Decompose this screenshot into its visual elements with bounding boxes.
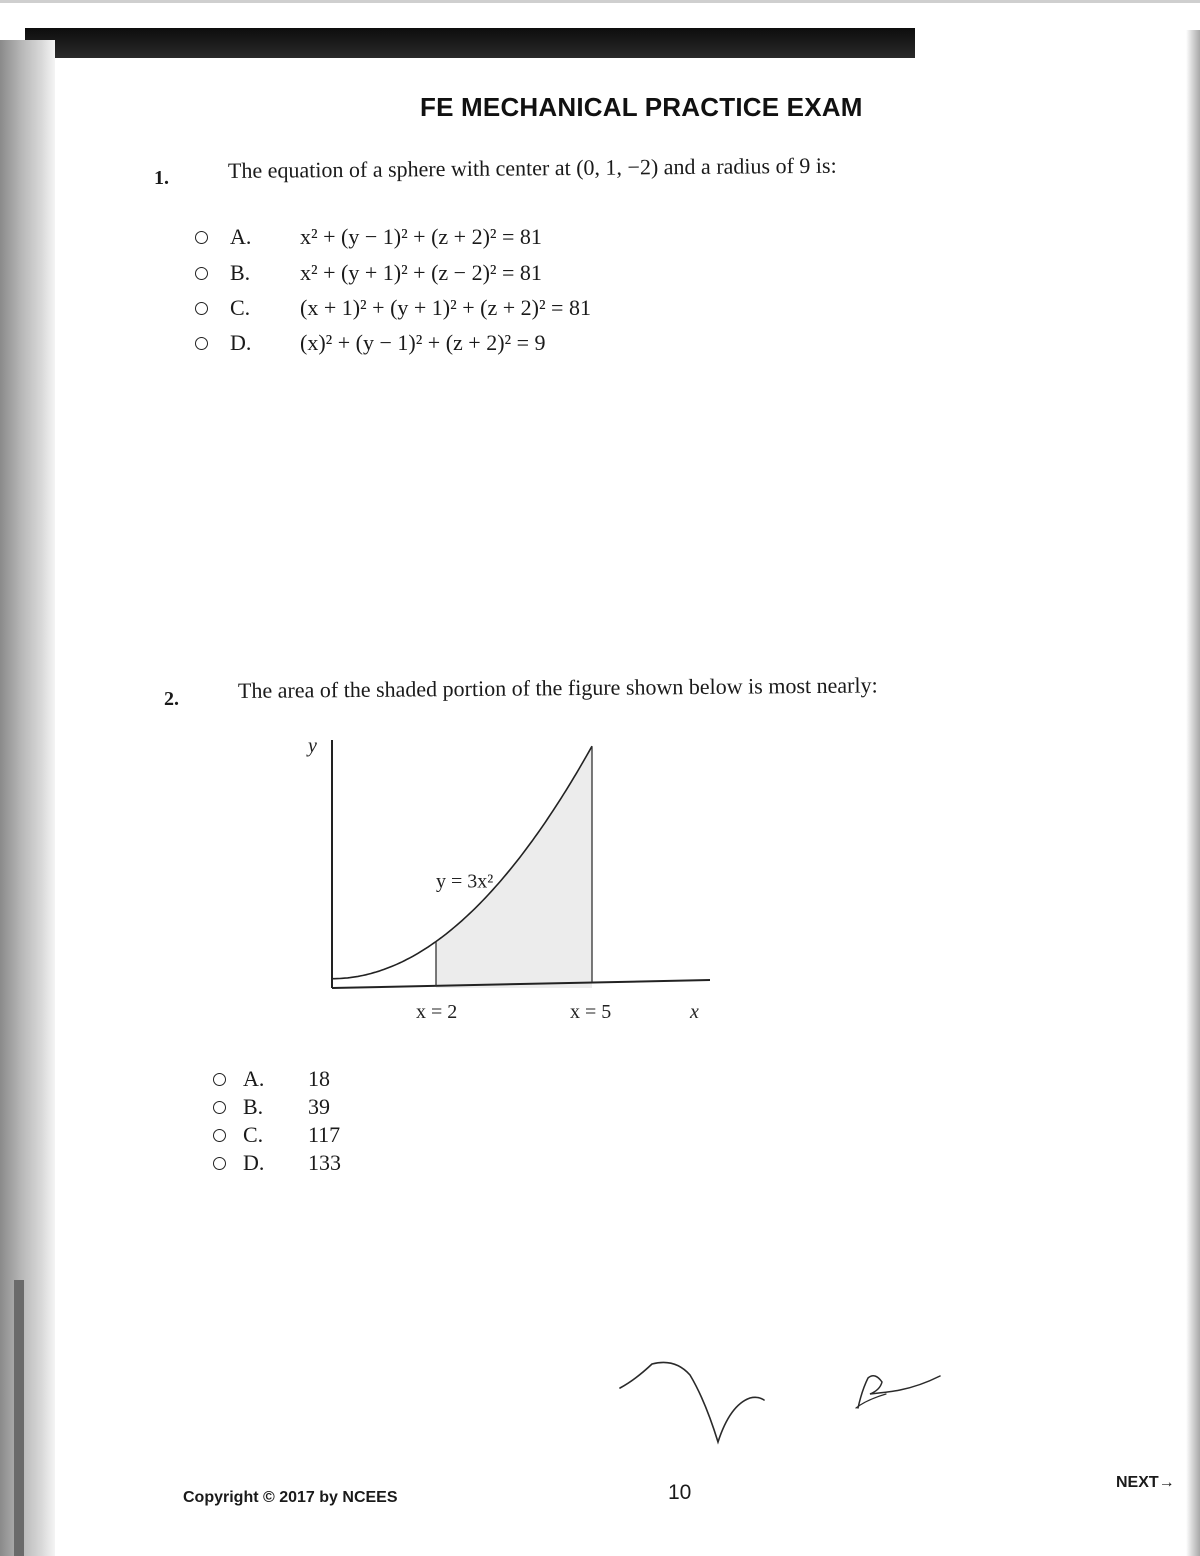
q2-option-b[interactable] <box>213 1094 330 1120</box>
radio-button-icon[interactable] <box>213 1129 226 1142</box>
radio-button-icon[interactable] <box>213 1101 226 1114</box>
next-button[interactable]: NEXT→ <box>1116 1474 1175 1491</box>
scan-shadow-right <box>1186 30 1200 1556</box>
q1-option-c[interactable] <box>195 295 591 321</box>
radio-button-icon[interactable] <box>195 337 208 350</box>
option-letter: D. <box>230 330 252 355</box>
handwritten-initial-mark <box>858 1376 940 1408</box>
option-letter: C. <box>230 295 251 320</box>
scan-shadow-left <box>0 40 55 1556</box>
left-bound-label: x = 2 <box>416 1001 458 1023</box>
q2-option-a[interactable] <box>213 1066 330 1092</box>
q2-option-c[interactable] <box>213 1122 340 1148</box>
question-2-text: The area of the shaded portion of the figure shown below is most nearly: <box>237 672 878 703</box>
question-1-text: The equation of a sphere with center at (0, 1, −2) and a radius of 9 is: <box>227 152 837 183</box>
q1-option-b[interactable] <box>195 260 542 286</box>
option-letter: C. <box>243 1122 264 1147</box>
scan-edge-top <box>0 0 1200 3</box>
shaded-region <box>436 746 592 988</box>
y-axis-label: y <box>308 735 317 757</box>
page-title: FE MECHANICAL PRACTICE EXAM <box>420 92 863 122</box>
right-bound-label: x = 5 <box>570 1001 612 1023</box>
option-text: 39 <box>308 1094 330 1119</box>
question-2-number: 2. <box>164 688 179 710</box>
option-text: 133 <box>308 1150 341 1175</box>
radio-button-icon[interactable] <box>195 231 208 244</box>
option-text: x² + (y − 1)² + (z + 2)² = 81 <box>300 224 542 249</box>
option-letter: B. <box>230 260 251 285</box>
radio-button-icon[interactable] <box>213 1157 226 1170</box>
curve-label: y = 3x² <box>436 870 494 893</box>
q1-option-d[interactable] <box>195 330 546 356</box>
q2-option-d[interactable] <box>213 1150 341 1176</box>
area-under-curve-figure <box>290 720 750 1030</box>
radio-button-icon[interactable] <box>195 267 208 280</box>
copyright-notice: Copyright © 2017 by NCEES <box>183 1489 398 1506</box>
option-text: 18 <box>308 1066 330 1091</box>
option-letter: A. <box>230 224 252 249</box>
handwritten-marks <box>600 1350 960 1450</box>
option-letter: D. <box>243 1150 265 1175</box>
radio-button-icon[interactable] <box>213 1073 226 1086</box>
q1-option-a[interactable] <box>195 224 542 250</box>
option-text: (x + 1)² + (y + 1)² + (z + 2)² = 81 <box>300 295 591 320</box>
option-letter: B. <box>243 1094 264 1119</box>
page-number: 10 <box>668 1481 692 1504</box>
x-axis-label: x <box>690 1001 699 1023</box>
handwritten-check-mark <box>620 1362 764 1442</box>
scan-shadow-left-dark <box>14 1280 24 1556</box>
option-text: 117 <box>308 1122 341 1147</box>
scan-shadow-top <box>25 28 915 58</box>
option-letter: A. <box>243 1066 265 1091</box>
question-1-number: 1. <box>154 167 169 189</box>
option-text: (x)² + (y − 1)² + (z + 2)² = 9 <box>300 330 546 355</box>
option-text: x² + (y + 1)² + (z − 2)² = 81 <box>300 260 542 285</box>
radio-button-icon[interactable] <box>195 302 208 315</box>
